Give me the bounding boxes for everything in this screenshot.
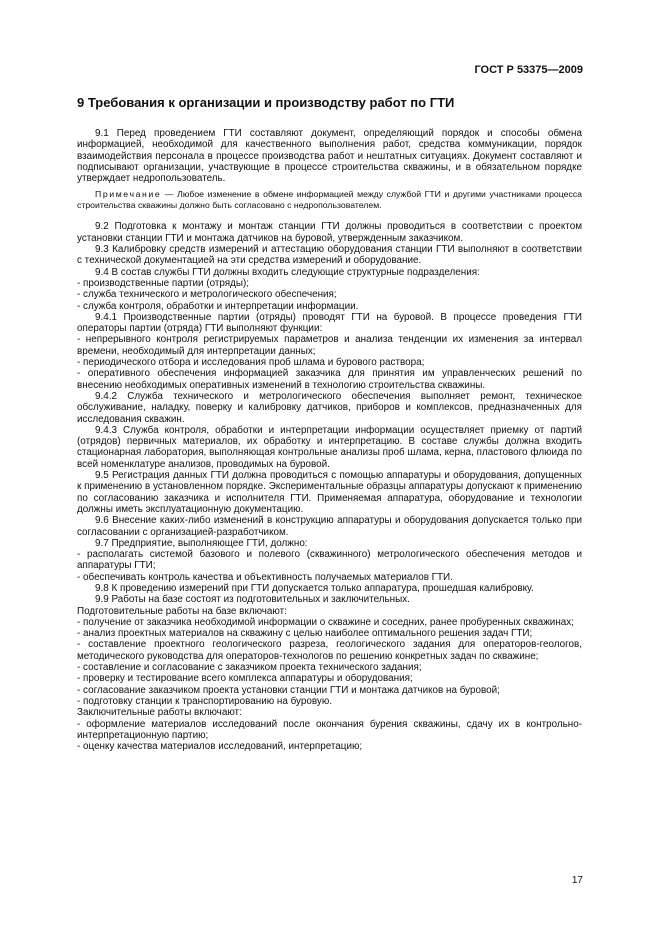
paragraph-9-5: 9.5 Регистрация данных ГТИ должна проводиться с помощью аппаратуры и оборудования, допущенных к применению в установленном порядке. Экспериментальные образцы аппаратуры допускают к применению по согласованию заказчика и исполнителя ГТИ. Применяемая аппаратура, оборудование и технологии должны иметь эксплуатационную документацию. <box>77 470 582 515</box>
list-item: - непрерывного контроля регистрируемых параметров и анализа тенденции их изменения за интервал времени, необходимый для интерпретации данных; <box>77 334 582 357</box>
paragraph-9-4-1: 9.4.1 Производственные партии (отряды) проводят ГТИ на буровой. В процессе проведения ГТИ операторы партии (отряда) ГТИ выполняют функции: <box>77 311 582 335</box>
document-id: ГОСТ Р 53375—2009 <box>474 64 583 76</box>
list-item: - оценку качества материалов исследований, интерпретацию; <box>77 741 363 753</box>
paragraph-9-6: 9.6 Внесение каких-либо изменений в конструкцию аппаратуры и оборудования допускается только при согласовании с организацией-разработчиком. <box>77 515 582 538</box>
paragraph-9-4: 9.4 В состав службы ГТИ должны входить следующие структурные подразделения: <box>95 266 480 278</box>
page-content <box>77 95 582 752</box>
list-item: - оформление материалов исследований после окончания бурения скважины, сдачу их в контрольно-интерпретационную партию; <box>77 718 582 741</box>
list-item: - подготовку станции к транспортированию на буровую. <box>77 695 332 707</box>
paragraph-9-4-2: 9.4.2 Служба технического и метрологического обеспечения выполняет ремонт, техническое обслуживание, наладку, поверку и калибровку датчиков, приборов и комплексов, предназначенных для исследования скважин. <box>77 390 582 425</box>
list-item: - располагать системой базового и полевого (скважинного) метрологического обеспечения методов и аппаратуры ГТИ; <box>77 549 582 572</box>
note <box>77 189 582 210</box>
paragraph-9-1: 9.1 Перед проведением ГТИ составляют документ, определяющий порядок и способы обмена информацией, необходимой для качественного выполнения работ, средства коммуникации, порядок взаимодействия персонала в процессе производства работ и нештатных ситуациях. Документ составляют и подписывают организации, участвующие в процессе строительства скважины, и в обязательном порядке утверждает недропользователь. <box>77 128 582 185</box>
paragraph-9-8: 9.8 К проведению измерений при ГТИ допускается только аппаратура, прошедшая калибровку. <box>95 582 534 594</box>
list-item: - обеспечивать контроль качества и объективность получаемых материалов ГТИ. <box>77 571 453 583</box>
paragraph-9-2: 9.2 Подготовка к монтажу и монтаж станции ГТИ должны проводиться в соответствии с проектом установки станции ГТИ и монтажа датчиков на буровой, утвержденным заказчиком. <box>77 221 582 244</box>
list-item: - составление и согласование с заказчиком проекта технического задания; <box>77 662 422 674</box>
list-item: - анализ проектных материалов на скважину с целью наиболее оптимального решения задач ГТИ; <box>77 628 533 640</box>
prep-intro: Подготовительные работы на базе включают: <box>77 605 287 617</box>
paragraph-9-9: 9.9 Работы на базе состоят из подготовительных и заключительных. <box>95 594 410 606</box>
page-number: 17 <box>571 875 583 886</box>
note-label: Примечание <box>95 189 162 200</box>
list-item: - оперативного обеспечения информацией заказчика для принятия им управленческих решений по внесению необходимых оперативных изменений в технологию строительства скважины. <box>77 368 582 391</box>
section-title: 9 Требования к организации и производству работ по ГТИ <box>77 95 455 110</box>
list-item: - согласование заказчиком проекта установки станции ГТИ и монтажа датчиков на буровой; <box>77 684 500 696</box>
list-item: - служба контроля, обработки и интерпретации информации. <box>77 300 359 312</box>
list-item: - периодического отбора и исследования проб шлама и бурового раствора; <box>77 357 425 369</box>
paragraph-9-3: 9.3 Калибровку средств измерений и аттестацию оборудования станции ГТИ выполняют в соответствии с технической документацией на эти средства измерений и оборудование. <box>77 244 582 267</box>
list-item: - проверку и тестирование всего комплекса аппаратуры и оборудования; <box>77 673 413 685</box>
list-item: - получение от заказчика необходимой информации о скважине и соседних, ранее пробуренных скважинах; <box>77 616 574 628</box>
paragraph-9-7: 9.7 Предприятие, выполняющее ГТИ, должно: <box>95 537 308 549</box>
note-text: — Любое изменение в обмене информацией между службой ГТИ и другими участниками процесса строительства скважины должно быть согласовано с недропользователем. <box>77 189 582 210</box>
paragraph-9-4-3: 9.4.3 Служба контроля, обработки и интерпретации информации осуществляет приемку от партий (отрядов) первичных материалов, их обработку и интерпретацию. В составе службы должна входить стационарная лаборатория, выполняющая контрольные анализы проб шлама, керна, пластового флюида по всей номенклатуре анализов, проводимых на буровой. <box>77 424 582 470</box>
list-item: - производственные партии (отряды); <box>77 277 250 289</box>
list-item: - служба технического и метрологического обеспечения; <box>77 289 337 301</box>
list-item: - составление проектного геологического разреза, геологического задания для операторов-геологов, методического руководства для операторов-технологов по решению конкретных задач по скважине; <box>77 639 582 662</box>
final-intro: Заключительные работы включают: <box>77 707 242 719</box>
